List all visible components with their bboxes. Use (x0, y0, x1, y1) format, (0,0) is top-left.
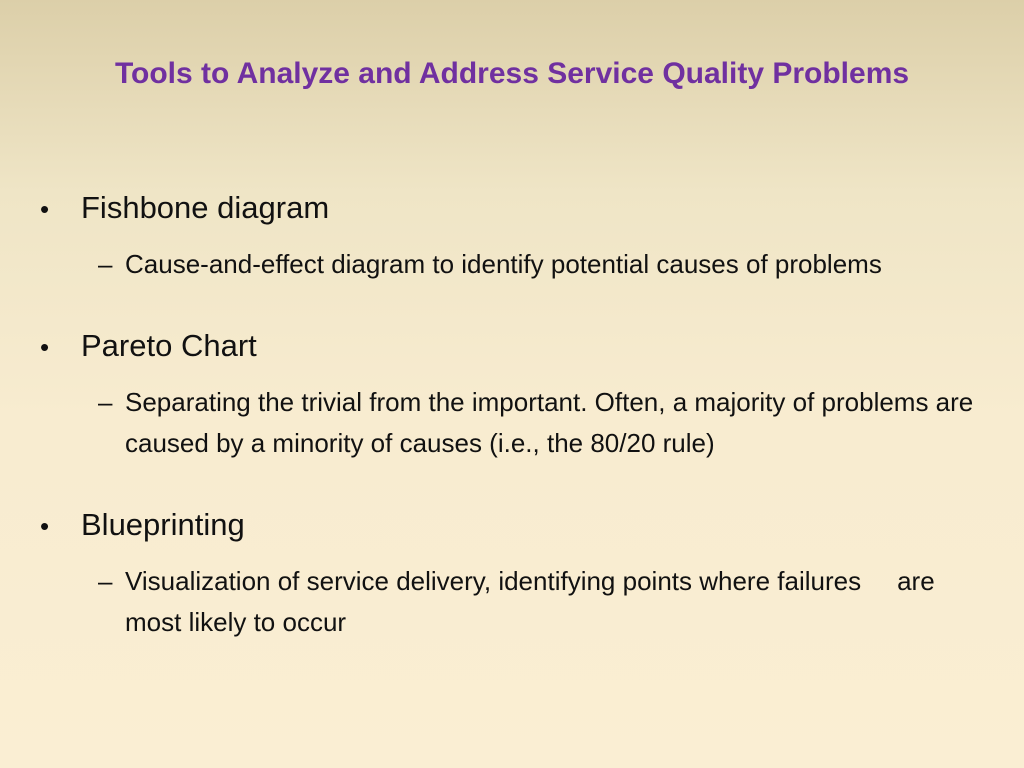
sub-bullet (98, 561, 1000, 643)
bullet-heading: Pareto Chart (81, 328, 257, 363)
bullet-icon: • (40, 332, 50, 362)
sub-bullet (98, 244, 1000, 285)
bullet-detail-part-1: Visualization of service delivery, identifying points where failures (125, 566, 862, 596)
dash-icon: – (98, 387, 113, 417)
slide-title: Tools to Analyze and Address Service Quality Problems (114, 57, 910, 90)
dash-icon: – (98, 566, 113, 596)
bullet-blueprinting (40, 502, 1000, 643)
bullet-heading: Fishbone diagram (81, 190, 330, 225)
bullet-heading: Blueprinting (81, 507, 245, 542)
bullet-icon: • (40, 511, 50, 541)
dash-icon: – (98, 249, 113, 279)
sub-bullet (98, 382, 1000, 464)
bullet-detail-part-2: are most likely to occur (125, 566, 935, 637)
bullet-pareto-chart (40, 323, 1000, 464)
slide-content (40, 185, 1000, 643)
bullet-icon: • (40, 194, 50, 224)
bullet-detail: Separating the trivial from the important. Often, a majority of problems are caused by a minority of causes (i.e., the 80/20 rule) (125, 387, 974, 458)
bullet-detail: Cause-and-effect diagram to identify potential causes of problems (125, 249, 882, 279)
bullet-fishbone-diagram (40, 185, 1000, 285)
bullet-detail (125, 561, 985, 643)
